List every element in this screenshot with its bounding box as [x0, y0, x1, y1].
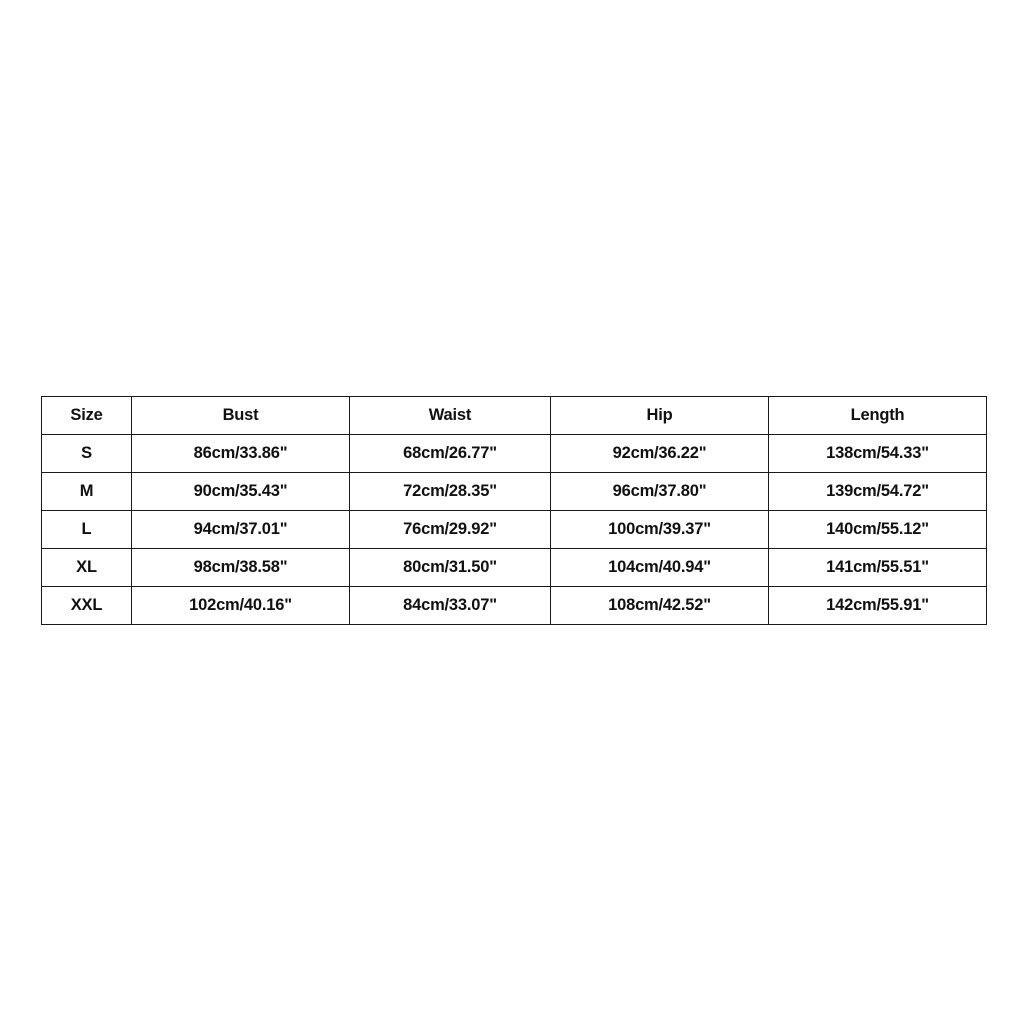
cell-waist: 76cm/29.92" [350, 511, 551, 549]
cell-length: 141cm/55.51" [769, 549, 987, 587]
cell-waist: 84cm/33.07" [350, 587, 551, 625]
cell-waist: 80cm/31.50" [350, 549, 551, 587]
table-row [42, 587, 987, 625]
table-row [42, 511, 987, 549]
size-chart-table [41, 396, 987, 625]
cell-length: 140cm/55.12" [769, 511, 987, 549]
header-row [42, 397, 987, 435]
table-header [42, 397, 987, 435]
header-size: Size [42, 397, 132, 435]
table-body [42, 435, 987, 625]
cell-length: 138cm/54.33" [769, 435, 987, 473]
cell-size: L [42, 511, 132, 549]
cell-length: 139cm/54.72" [769, 473, 987, 511]
cell-bust: 94cm/37.01" [132, 511, 350, 549]
cell-bust: 98cm/38.58" [132, 549, 350, 587]
cell-bust: 90cm/35.43" [132, 473, 350, 511]
cell-hip: 96cm/37.80" [551, 473, 769, 511]
cell-hip: 92cm/36.22" [551, 435, 769, 473]
header-bust: Bust [132, 397, 350, 435]
cell-length: 142cm/55.91" [769, 587, 987, 625]
table-row [42, 435, 987, 473]
header-waist: Waist [350, 397, 551, 435]
table-row [42, 549, 987, 587]
cell-size: M [42, 473, 132, 511]
table-row [42, 473, 987, 511]
cell-bust: 86cm/33.86" [132, 435, 350, 473]
cell-hip: 100cm/39.37" [551, 511, 769, 549]
header-hip: Hip [551, 397, 769, 435]
cell-hip: 108cm/42.52" [551, 587, 769, 625]
cell-waist: 68cm/26.77" [350, 435, 551, 473]
cell-bust: 102cm/40.16" [132, 587, 350, 625]
cell-size: XXL [42, 587, 132, 625]
cell-hip: 104cm/40.94" [551, 549, 769, 587]
header-length: Length [769, 397, 987, 435]
cell-size: XL [42, 549, 132, 587]
cell-size: S [42, 435, 132, 473]
cell-waist: 72cm/28.35" [350, 473, 551, 511]
